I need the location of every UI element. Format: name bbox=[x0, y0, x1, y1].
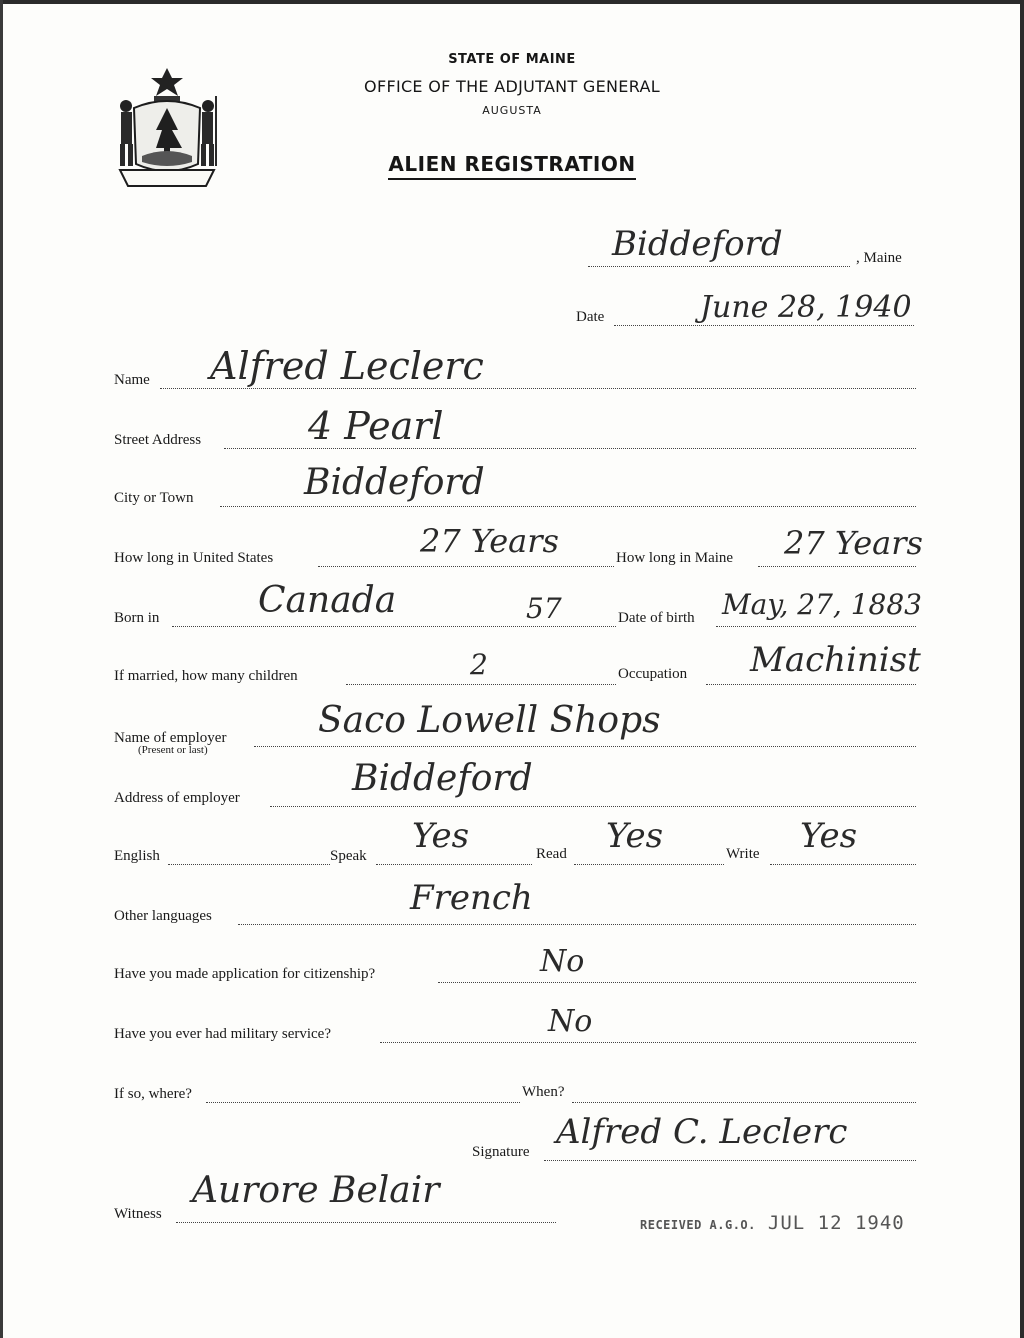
witness-label: Witness bbox=[114, 1206, 162, 1222]
how-long-us-line bbox=[318, 566, 614, 567]
name-label: Name bbox=[114, 372, 150, 388]
citizenship-line bbox=[438, 982, 916, 983]
how-long-us-value: 27 Years bbox=[420, 522, 559, 560]
date-of-birth-label: Date of birth bbox=[618, 610, 695, 626]
read-label: Read bbox=[536, 846, 567, 862]
signature-label: Signature bbox=[472, 1144, 530, 1160]
how-long-maine-line bbox=[758, 566, 916, 567]
name-line bbox=[160, 388, 916, 389]
born-in-note: 57 bbox=[526, 592, 562, 625]
speak-value: Yes bbox=[412, 816, 470, 856]
city-value: Biddeford bbox=[304, 462, 485, 503]
received-stamp-date: JUL 12 1940 bbox=[767, 1212, 905, 1234]
write-label: Write bbox=[726, 846, 760, 862]
military-value: No bbox=[548, 1004, 593, 1039]
name-value: Alfred Leclerc bbox=[210, 344, 484, 388]
other-languages-line bbox=[238, 924, 916, 925]
form-title: ALIEN REGISTRATION bbox=[0, 152, 1024, 176]
city-line bbox=[220, 506, 916, 507]
occupation-value: Machinist bbox=[750, 640, 921, 680]
scan-border-left bbox=[0, 0, 3, 1338]
received-stamp bbox=[640, 1212, 905, 1234]
write-value: Yes bbox=[800, 816, 858, 856]
date-of-birth-value: May, 27, 1883 bbox=[722, 588, 922, 621]
married-line bbox=[346, 684, 616, 685]
born-in-label: Born in bbox=[114, 610, 160, 626]
office-heading: OFFICE OF THE ADJUTANT GENERAL bbox=[364, 77, 660, 96]
if-so-where-label: If so, where? bbox=[114, 1086, 192, 1102]
other-languages-label: Other languages bbox=[114, 908, 212, 924]
street-line bbox=[224, 448, 916, 449]
signature-line bbox=[544, 1160, 916, 1161]
date-line bbox=[614, 325, 914, 326]
employer-note-label: (Present or last) bbox=[138, 744, 208, 756]
employer-address-line bbox=[270, 806, 916, 807]
street-value: 4 Pearl bbox=[308, 404, 444, 448]
street-label: Street Address bbox=[114, 432, 202, 448]
when-label: When? bbox=[522, 1084, 565, 1100]
date-of-birth-line bbox=[716, 626, 916, 627]
how-long-maine-value: 27 Years bbox=[784, 524, 923, 562]
city-heading: AUGUSTA bbox=[482, 104, 542, 117]
write-line bbox=[770, 864, 916, 865]
maine-suffix-label: , Maine bbox=[856, 250, 902, 266]
date-label: Date bbox=[576, 309, 605, 325]
citizenship-value: No bbox=[540, 944, 585, 979]
employer-address-label: Address of employer bbox=[114, 790, 240, 806]
state-heading: STATE OF MAINE bbox=[448, 52, 576, 67]
children-value: 2 bbox=[470, 648, 488, 681]
employer-line bbox=[254, 746, 916, 747]
citizenship-label: Have you made application for citizenship? bbox=[114, 966, 376, 982]
witness-value: Aurore Belair bbox=[192, 1170, 440, 1211]
military-line bbox=[380, 1042, 916, 1043]
employer-label: Name of employer bbox=[114, 730, 227, 746]
how-long-maine-label: How long in Maine bbox=[616, 550, 734, 566]
english-line bbox=[168, 864, 330, 865]
occupation-label: Occupation bbox=[618, 666, 688, 682]
scan-border-top bbox=[0, 0, 1024, 4]
other-languages-value: French bbox=[410, 878, 533, 918]
town-line bbox=[588, 266, 850, 267]
signature-value: Alfred C. Leclerc bbox=[556, 1112, 848, 1152]
speak-label: Speak bbox=[330, 848, 367, 864]
occupation-line bbox=[706, 684, 916, 685]
how-long-us-label: How long in United States bbox=[114, 550, 274, 566]
city-label: City or Town bbox=[114, 490, 194, 506]
born-in-value: Canada bbox=[258, 580, 397, 621]
employer-value: Saco Lowell Shops bbox=[318, 700, 661, 741]
employer-address-value: Biddeford bbox=[352, 758, 533, 799]
scan-border-right bbox=[1020, 0, 1024, 1338]
speak-line bbox=[376, 864, 532, 865]
when-line bbox=[572, 1102, 916, 1103]
witness-line bbox=[176, 1222, 556, 1223]
received-stamp-text: RECEIVED A.G.O. bbox=[640, 1218, 756, 1232]
read-value: Yes bbox=[606, 816, 664, 856]
english-label: English bbox=[114, 848, 160, 864]
married-label: If married, how many children bbox=[114, 668, 298, 684]
if-so-where-line bbox=[206, 1102, 520, 1103]
town-value: Biddeford bbox=[612, 224, 783, 264]
read-line bbox=[574, 864, 724, 865]
military-label: Have you ever had military service? bbox=[114, 1026, 331, 1042]
date-value: June 28, 1940 bbox=[700, 290, 912, 325]
born-in-line bbox=[172, 626, 616, 627]
